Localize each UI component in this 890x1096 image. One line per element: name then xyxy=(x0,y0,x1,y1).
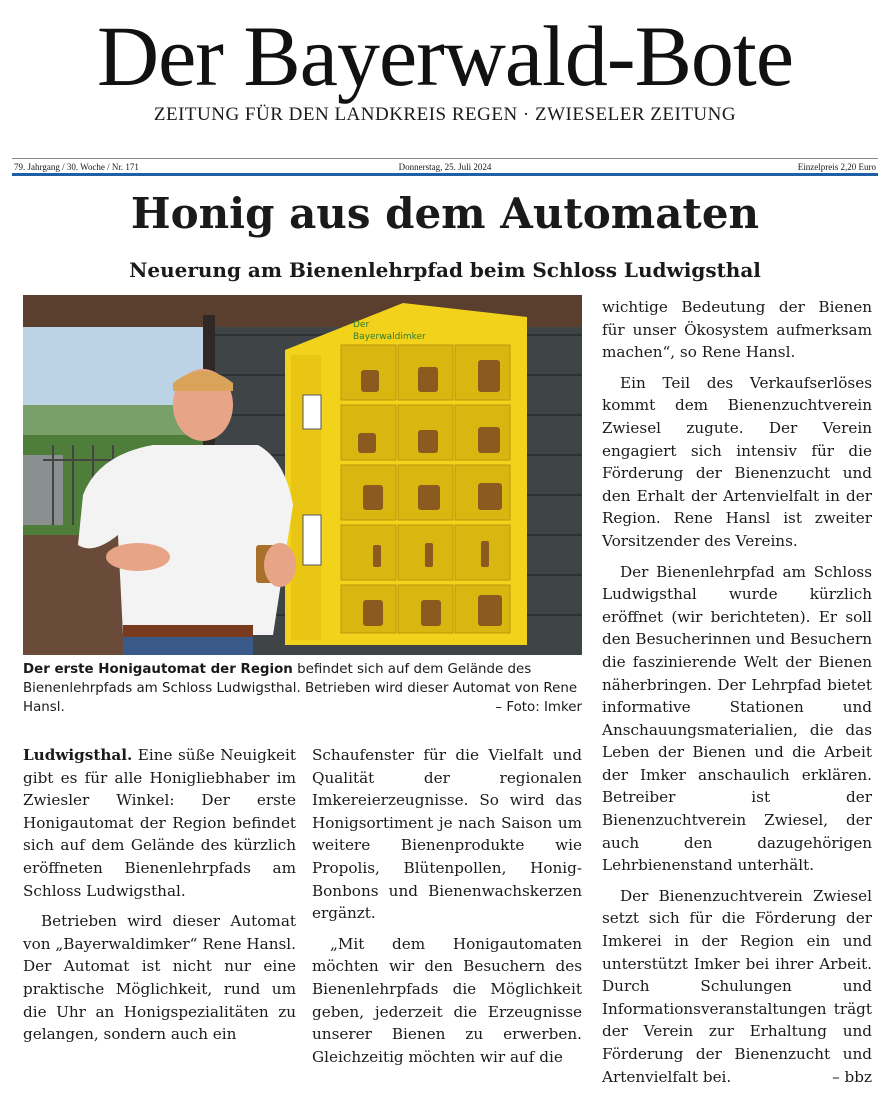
paragraph: Betrieben wird dieser Automat von „Bayerwaldimker“ Rene Hansl. Der Automat ist nicht nur eine praktische Möglichkeit, rund um die Uhr an Honigspezialitäten zu gelangen, sondern auch ein xyxy=(23,912,296,1044)
paragraph: Schaufenster für die Vielfalt und Qualität der regionalen Imkereierzeugnisse. So wird das Honigsortiment je nach Saison um weitere Bienenprodukte wie Propolis, Blütenpollen, Honig-Bonbons und Bienenwachskerzen ergänzt. xyxy=(312,746,582,923)
caption-text: befindet sich auf dem Gelände des Bienenlehrpfads am Schloss Ludwigsthal. Betrieben wird dieser Automat von Rene Hansl. xyxy=(23,662,578,715)
article-photo xyxy=(23,295,582,655)
article-column-1 xyxy=(23,744,296,1054)
paragraph: „Mit dem Honigautomaten möchten wir den Besuchern des Bienenlehrpfads die Möglichkeit geben, jederzeit die Erzeugnisse unserer Bienen zu erwerben. Gleichzeitig möchten wir auf die xyxy=(312,934,582,1066)
issue-date: Donnerstag, 25. Juli 2024 xyxy=(398,162,492,172)
paragraph-text: Der Bienenzuchtverein Zwiesel setzt sich für die Förderung der Imkerei in der Region ein und unterstützt Imker bei ihrer Arbeit. Durch Schulungen und Informationsveranstaltungen trägt der Verein zur Erhaltung und Förderung der Bienenzucht und Artenvielfalt bei. xyxy=(602,886,872,1086)
article-column-3 xyxy=(602,296,872,1096)
photo-caption xyxy=(23,660,582,717)
photo-illustration xyxy=(23,295,582,655)
masthead xyxy=(0,10,890,126)
machine-label-2: Bayerwaldimker xyxy=(353,332,426,342)
paragraph: Ein Teil des Verkaufserlöses kommt dem Bienenzuchtverein Zwiesel zugute. Der Verein engagiert sich intensiv für die Förderung der Bienenzucht und den Erhalt der Artenvielfalt in der Region. Rene Hansl ist zweiter Vorsitzender des Vereins. xyxy=(602,373,872,550)
author-signature: – bbz xyxy=(832,1067,872,1086)
issue-number: 79. Jahrgang / 30. Woche / Nr. 171 xyxy=(14,162,139,172)
caption-lead: Der erste Honigautomat der Region xyxy=(23,662,293,677)
dateline-bar xyxy=(12,158,878,176)
issue-price: Einzelpreis 2,20 Euro xyxy=(797,162,876,172)
article-subheadline: Neuerung am Bienenlehrpfad beim Schloss Ludwigsthal xyxy=(129,258,761,282)
article-column-2 xyxy=(312,744,582,1076)
paragraph xyxy=(602,885,872,1088)
paragraph: wichtige Bedeutung der Bienen für unser Ökosystem aufmerksam machen“, so Rene Hansl. xyxy=(602,298,872,362)
article-headline: Honig aus dem Automaten xyxy=(130,189,760,238)
machine-label-1: Der xyxy=(353,320,370,330)
paragraph: Der Bienenlehrpfad am Schloss Ludwigsthal wurde kürzlich eröffnet (wir berichteten). Er soll den Besucherinnen und Besuchern die faszinierende Welt der Bienen näherbringen. Der Lehrpfad bietet informative Stationen und Anschauungsmaterialien, die das Leben der Bienen und die Arbeit der Imker anschaulich erklären. Betreiber ist der Bienenzuchtverein Zwiesel, der auch den dazugehörigen Lehrbienenstand unterhält. xyxy=(602,562,872,875)
dateline-city: Ludwigsthal. xyxy=(23,746,133,764)
paragraph xyxy=(23,744,296,902)
newspaper-subtitle: ZEITUNG FÜR DEN LANDKREIS REGEN · ZWIESELER ZEITUNG xyxy=(153,104,737,125)
newspaper-title: Der Bayerwald-Bote xyxy=(97,8,793,104)
photo-credit: – Foto: Imker xyxy=(495,700,582,715)
paragraph-text: Eine süße Neuigkeit gibt es für alle Honigliebhaber im Zwiesler Winkel: Der erste Honigautomat der Region befindet sich auf dem Gelände des kürzlich eröffneten Bienenlehrpfads am Schloss Ludwigsthal. xyxy=(23,746,296,900)
